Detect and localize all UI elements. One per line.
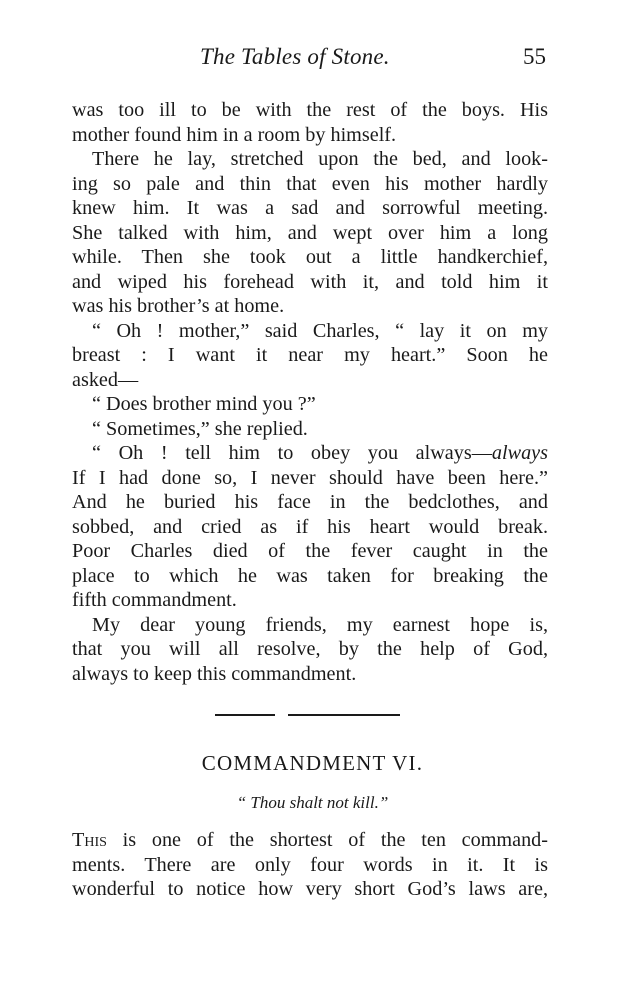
text-line: wonderful to notice how very short God’s laws are, bbox=[72, 878, 548, 900]
chapter-text bbox=[72, 98, 548, 686]
text-line: breast : I want it near my heart.” Soon he bbox=[72, 344, 548, 366]
text-line: mother found him in a room by himself. bbox=[72, 123, 397, 146]
text-line-first bbox=[72, 828, 548, 853]
text-line: asked— bbox=[72, 368, 139, 391]
obey-text: “ Oh ! tell him to obey you always— bbox=[92, 442, 492, 464]
text-line: “ Oh ! mother,” said Charles, “ lay it on my bbox=[92, 319, 548, 342]
text-line: sobbed, and cried as if his heart would break. bbox=[72, 515, 548, 538]
text-line: And he buried his face in the bedclothes, and bbox=[72, 491, 548, 513]
text-line: was too ill to be with the rest of the boys. His bbox=[72, 99, 548, 121]
section-heading: COMMANDMENT VI. bbox=[201, 751, 424, 775]
text-line: “ Sometimes,” she replied. bbox=[92, 417, 308, 440]
section-epigraph: “ Thou shalt not kill.” bbox=[236, 793, 389, 812]
text-line: There he lay, stretched upon the bed, and look- bbox=[92, 148, 548, 170]
text-line: and wiped his forehead with it, and told him it bbox=[72, 270, 548, 293]
opening-rest: is one of the shortest of the ten command- bbox=[106, 829, 548, 851]
divider-rule-short bbox=[215, 714, 275, 716]
text-line: ing so pale and thin that even his mother hardly bbox=[72, 172, 548, 195]
text-line: If I had done so, I never should have been here.” bbox=[72, 466, 548, 489]
text-line-obey bbox=[72, 441, 548, 466]
text-line: while. Then she took out a little handkerchief, bbox=[72, 246, 548, 268]
divider-rule-long bbox=[288, 714, 400, 716]
page-header bbox=[72, 44, 548, 76]
text-line: My dear young friends, my earnest hope is, bbox=[92, 613, 548, 636]
text-line: always to keep this commandment. bbox=[72, 662, 357, 685]
text-line: ments. There are only four words in it. It is bbox=[72, 853, 548, 876]
text-line: Poor Charles died of the fever caught in the bbox=[72, 540, 548, 562]
text-line: place to which he was taken for breaking the bbox=[72, 564, 548, 587]
text-line: knew him. It was a sad and sorrowful meeting. bbox=[72, 197, 548, 219]
section-text bbox=[72, 828, 548, 902]
text-line: “ Does brother mind you ?” bbox=[92, 393, 316, 415]
page-number: 55 bbox=[523, 44, 546, 69]
text-line: that you will all resolve, by the help of God, bbox=[72, 638, 548, 660]
text-line: She talked with him, and wept over him a long bbox=[72, 221, 548, 244]
opening-word: This bbox=[72, 829, 107, 851]
text-line: was his brother’s at home. bbox=[72, 295, 285, 317]
text-line: fifth commandment. bbox=[72, 589, 237, 611]
running-title: The Tables of Stone. bbox=[200, 44, 390, 69]
section-divider bbox=[215, 713, 405, 717]
obey-italic: always bbox=[491, 442, 548, 464]
